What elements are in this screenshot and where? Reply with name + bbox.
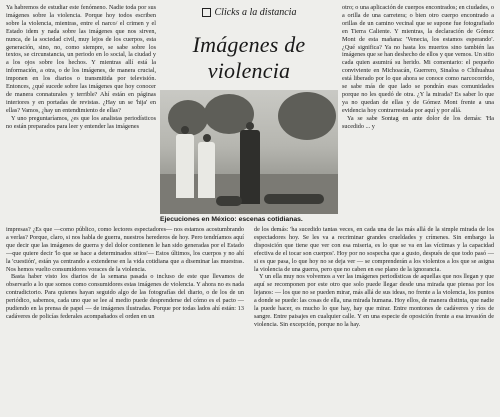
text-column-left (6, 4, 156, 226)
paragraph: de los demás: 'ha sucedido tantas veces, en cada una de las más allá de la simple mirada de los espectadores hoy. Se les va a recriminar grandes crueldades y crímenes. Sin embargo la disposición que tiene que ver con esa miseria, es lo que se va en las víctimas y la capacidad efectiva de el tocar son cuerpos'. Hoy por no sospecha que a gusto, después de que todo pasó — si es que pasa, lo que hoy no se deja ver — se comprenderán a los violentos a los que se asigna la violencia de una guerra, pero que no caben en ese plano de la ignorancia. (254, 226, 494, 273)
news-photo (160, 90, 338, 214)
article-header (160, 4, 338, 100)
checkbox-square-icon (202, 8, 211, 17)
paragraph: Basta haber visto los diarios de la semana pasada o incluso de este que llevamos de observarlo a lo que somos como consumidores estas imágenes de violencia. Y ahora no es nada contradictorio. Para quienes hayan seguido algo de las fotografías del diario, o de los de un periódico, sabemos, cada uno que se lee al medio puede desprenderse del cómo es el pacto — pudiendo en la prensa de papel — de imágenes ilustradas. Porque por todas lados ahí están: 13 cadáveres de policías federales acompañados el orden en un (6, 273, 244, 320)
section-label (202, 6, 297, 20)
person-figure (176, 134, 194, 198)
photo-caption: Ejecuciones en México: escenas cotidianas. (160, 216, 303, 223)
paragraph: Ya habremos de estudiar este fenómeno. Nadie toda por sus imágenes sobre la violencia. Porque hoy todos escriben sobre la violencia, mientras, entre el narco/ el crimen y el Estado idem y nada sobre las imágenes que nos sirven, nunca, de la sociedad civil, muy lejos de los cuerpos, esta generación, sino, no, como siempre, se sabe sobre los textos, se circunstancia, un periodo en lo social, la ciudad y a los ojos sobre los hechos. Y mientras allí está la información, a otra, o de los imágenes, de manera crucial, imponen en los diarios o transmitida por televisión. Entonces, ¿qué sucede sobre las imágenes que hoy conocer de manera connaturales y terrible? Ahí están en páginas interiores y en portadas de revistas. ¿Hay un se 'hija' en ellas? Vamos, ¿hay un entendimiento de ellas? (6, 4, 156, 114)
person-figure (198, 142, 215, 198)
person-head (203, 134, 211, 142)
bodies-on-ground (264, 194, 324, 204)
paragraph: Y uno preguntaríamos, ¿es que los analistas periodísticos no están preparados para leer y entender las imágenes (6, 114, 156, 130)
bodies-on-ground (216, 196, 242, 206)
text-column-bottom-left (6, 226, 244, 414)
text-column-bottom-right (254, 226, 494, 414)
paragraph: impresas? ¿Es que —como público, como lectores espectadores— nos estamos acostumbrando a verlas? Porque, claro, si nos habla de guerra, nuestros herederos de hoy. Pero tendríamos aquí que decir que las imágenes de guerra y del dolor contienen le han sido generadas por el Estado —que quiere decir 'lo que se hace a determinados sitios'— Estos últimos, los cuerpos y no ahí la 'cuestión', están ya centrando a extenderse en la vida cotidiana que a diseminar las muestras. Nos hemos vuelto consumidores voraces de la violencia. (6, 226, 244, 273)
paragraph: Y un ella muy nos volvemos a ver las imágenes periodísticas de aquellas que nos llegan y que aquí se recomponen por este otro que solo puede llegar desde una mirada que piensa por los lejanos: — los que no se pueden mirar, más allá de sus ideas, no frente a la violencia, los puntos a donde se puede: las cosas de ella, una mirada humana. Hoy ellos, de manera distinta, que nadie la puede hacer, es mucho lo que hay, hay que mirar. Entre montones de cadáveres y ríos de sangre. Entre paisajes en cualquier calle. Y en una especie de oposición frente a esa invasión de violencia. Sin excepción, porque no la hay. (254, 273, 494, 328)
paragraph: otro; o una aplicación de cuerpos encontrados; en ciudades, o a orilla de una carretera; o bien otro cuerpo encontrado a orillas de un camino vecinal que se supone fue fotografiado en Tierra Caliente. Y mientras, la declaración de Gómez Mont de esta mañana: 'Venecia, los estamos esperando'. ¿Qué significa? Ya no hasta los muertos sino también las imágenes que se han deshecho de ellos y que vemos. Un sitio cada quien asumirá su herido. Mi comentario: el pequeño conviviente en Michoacán, Guerrero, Sinaloa o Chihuahua está liberado por lo que ahora se conoce como narcocorrido, se sabe más de que lado se pondrán esas comunidades porque no les quedó de otra. ¿Y la mirada? Es saber lo que ya no quedan de ellas y de Gómez Mont frente a una evidencia hoy contrarrestada por aquí y por allá. (342, 4, 494, 114)
person-head (181, 126, 189, 134)
tree-shape (278, 92, 336, 140)
paragraph: Ya se sabe Sontag en ante dolor de los demás: 'Ha sucedido ... y (342, 114, 494, 130)
person-figure (240, 130, 260, 204)
person-head (246, 122, 254, 130)
text-column-right (342, 4, 494, 226)
section-name: Clicks a la distancia (214, 6, 297, 18)
article-title: Imágenes de violencia (192, 32, 306, 83)
